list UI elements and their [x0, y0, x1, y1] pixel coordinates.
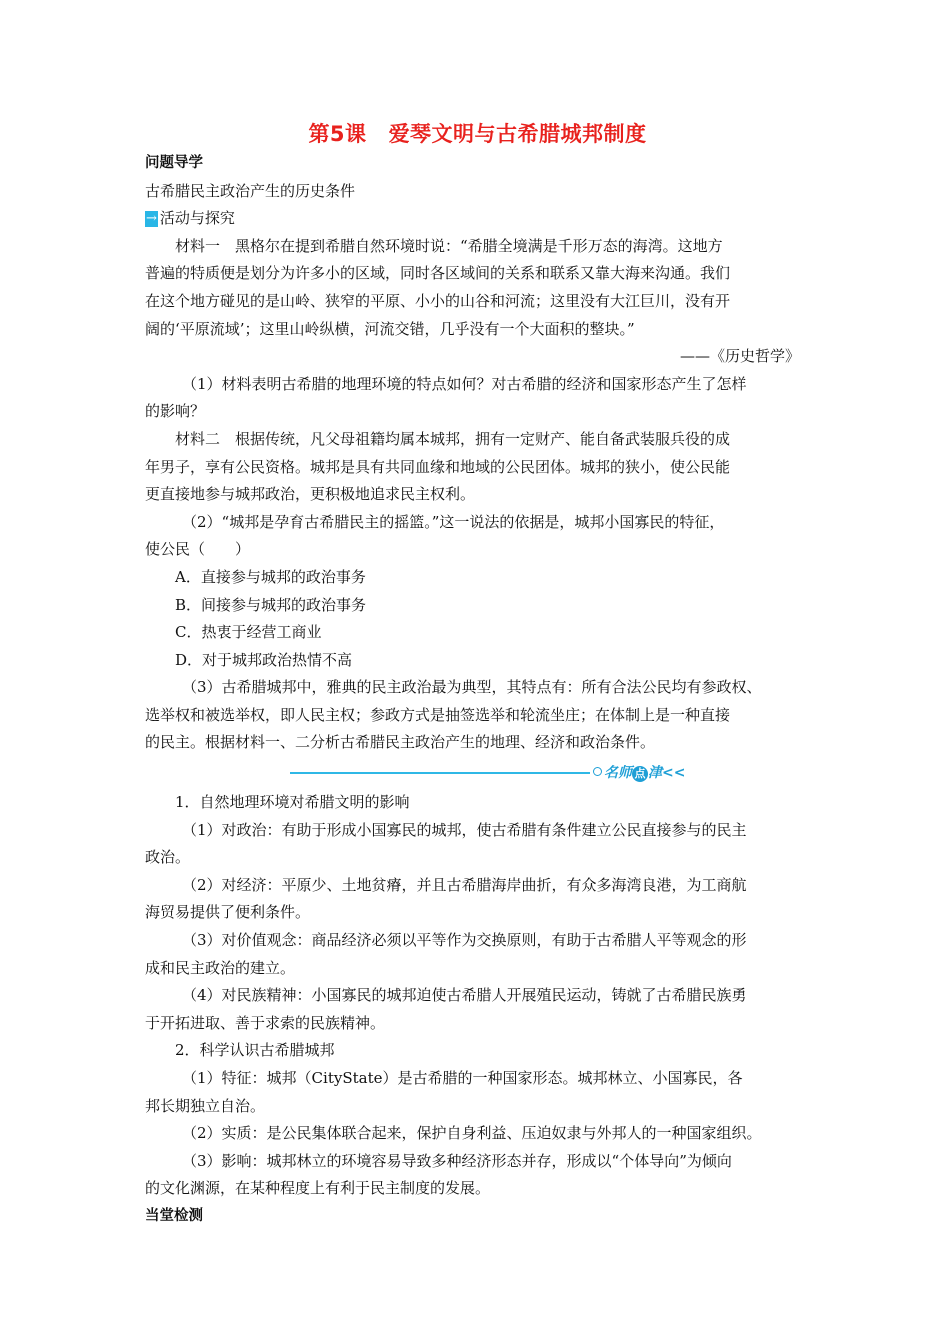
point1-title: 1．自然地理环境对希腊文明的影响	[175, 793, 410, 812]
section-heading-test: 当堂检测	[145, 1207, 203, 1224]
material1-source: ——《历史哲学》	[679, 347, 800, 366]
point2-item: （1）特征：城邦（CityState）是古希腊的一种国家形态。城邦林立、小国寡民，各	[182, 1069, 743, 1087]
point1-item: （4）对民族精神：小国寡民的城邦迫使古希腊人开展殖民运动，铸就了古希腊民族勇	[182, 986, 747, 1005]
option-a: A．直接参与城邦的政治事务	[175, 567, 366, 586]
topic-line: 古希腊民主政治产生的历史条件	[145, 181, 356, 200]
material1-line: 普遍的特质便是划分为许多小的区域，同时各区域间的关系和联系又靠大海来沟通。我们	[145, 264, 731, 283]
point2-item: （3）影响：城邦林立的环境容易导致多种经济形态并存，形成以“个体导向”为倾向	[182, 1151, 732, 1170]
option-b: B．间接参与城邦的政治事务	[175, 595, 367, 614]
point1-item: （2）对经济：平原少、土地贫瘠，并且古希腊海岸曲折，有众多海湾良港，为工商航	[182, 875, 747, 894]
option-d: D．对于城邦政治热情不高	[175, 650, 353, 669]
material1-line: 阔的‘平原流域’；这里山岭纵横，河流交错，几乎没有一个大面积的整块。”	[145, 319, 635, 338]
point2-title: 2．科学认识古希腊城邦	[175, 1041, 335, 1060]
double-chevron-icon: <<	[662, 765, 686, 782]
activity-line	[145, 205, 810, 233]
question3-line: 选举权和被选举权，即人民主权；参政方式是抽签选举和轮流坐庄；在体制上是一种直接	[145, 705, 731, 724]
lesson-name: 爱琴文明与古希腊城邦制度	[388, 122, 647, 146]
question1-line: 的影响？	[145, 402, 206, 421]
lesson-number: 第5课	[308, 122, 367, 146]
badge-text: 津	[648, 765, 662, 782]
material2-line: 更直接地参与城邦政治，更积极地追求民主权利。	[145, 485, 476, 504]
question2-line: 使公民（ ）	[145, 540, 251, 559]
circle-icon	[593, 767, 602, 776]
activity-label: 活动与探究	[159, 209, 235, 228]
teacher-tips-divider	[145, 757, 810, 789]
material1-line: 在这个地方碰见的是山岭、狭窄的平原、小小的山谷和河流；这里没有大江巨川，没有开	[145, 291, 731, 310]
badge-text: 名师	[604, 765, 632, 782]
section-heading-guide: 问题导学	[145, 155, 203, 171]
material2-line: 材料二 根据传统，凡父母祖籍均属本城邦，拥有一定财产、能自备武装服兵役的成	[175, 429, 731, 448]
document-page	[145, 118, 810, 1231]
point2-item: 的文化渊源，在某种程度上有利于民主制度的发展。	[145, 1179, 491, 1198]
point2-item: 邦长期独立自治。	[145, 1096, 266, 1115]
option-c: C．热衷于经营工商业	[175, 623, 322, 642]
point1-item: （1）对政治：有助于形成小国寡民的城邦，使古希腊有条件建立公民直接参与的民主	[182, 820, 747, 839]
point1-item: （3）对价值观念：商品经济必须以平等作为交换原则，有助于古希腊人平等观念的形	[182, 931, 747, 950]
arrow-icon: →	[146, 211, 157, 227]
teacher-tips-badge	[593, 762, 685, 782]
question2-line: （2）“城邦是孕育古希腊民主的摇篮。”这一说法的依据是，城邦小国寡民的特征，	[182, 512, 725, 531]
question3-line: 的民主。根据材料一、二分析古希腊民主政治产生的地理、经济和政治条件。	[145, 733, 656, 752]
material1-line: 材料一 黑格尔在提到希腊自然环境时说：“希腊全境满是千形万态的海湾。这地方	[175, 236, 723, 255]
point1-item: 成和民主政治的建立。	[145, 958, 296, 977]
badge-circle: 点	[632, 766, 648, 782]
point2-item: （2）实质：是公民集体联合起来，保护自身利益、压迫奴隶与外邦人的一种国家组织。	[182, 1124, 762, 1143]
point1-item: 于开拓进取、善于求索的民族精神。	[145, 1013, 386, 1032]
point1-item: 政治。	[145, 848, 191, 867]
point1-item: 海贸易提供了便利条件。	[145, 903, 311, 922]
material2-line: 年男子，享有公民资格。城邦是具有共同血缘和地域的公民团体。城邦的狭小，使公民能	[145, 457, 731, 476]
question1-line: （1）材料表明古希腊的地理环境的特点如何？对古希腊的经济和国家形态产生了怎样	[182, 374, 747, 393]
question3-line: （3）古希腊城邦中，雅典的民主政治最为典型，其特点有：所有合法公民均有参政权、	[182, 678, 762, 697]
lesson-title	[145, 118, 810, 150]
divider-rule	[290, 772, 590, 774]
